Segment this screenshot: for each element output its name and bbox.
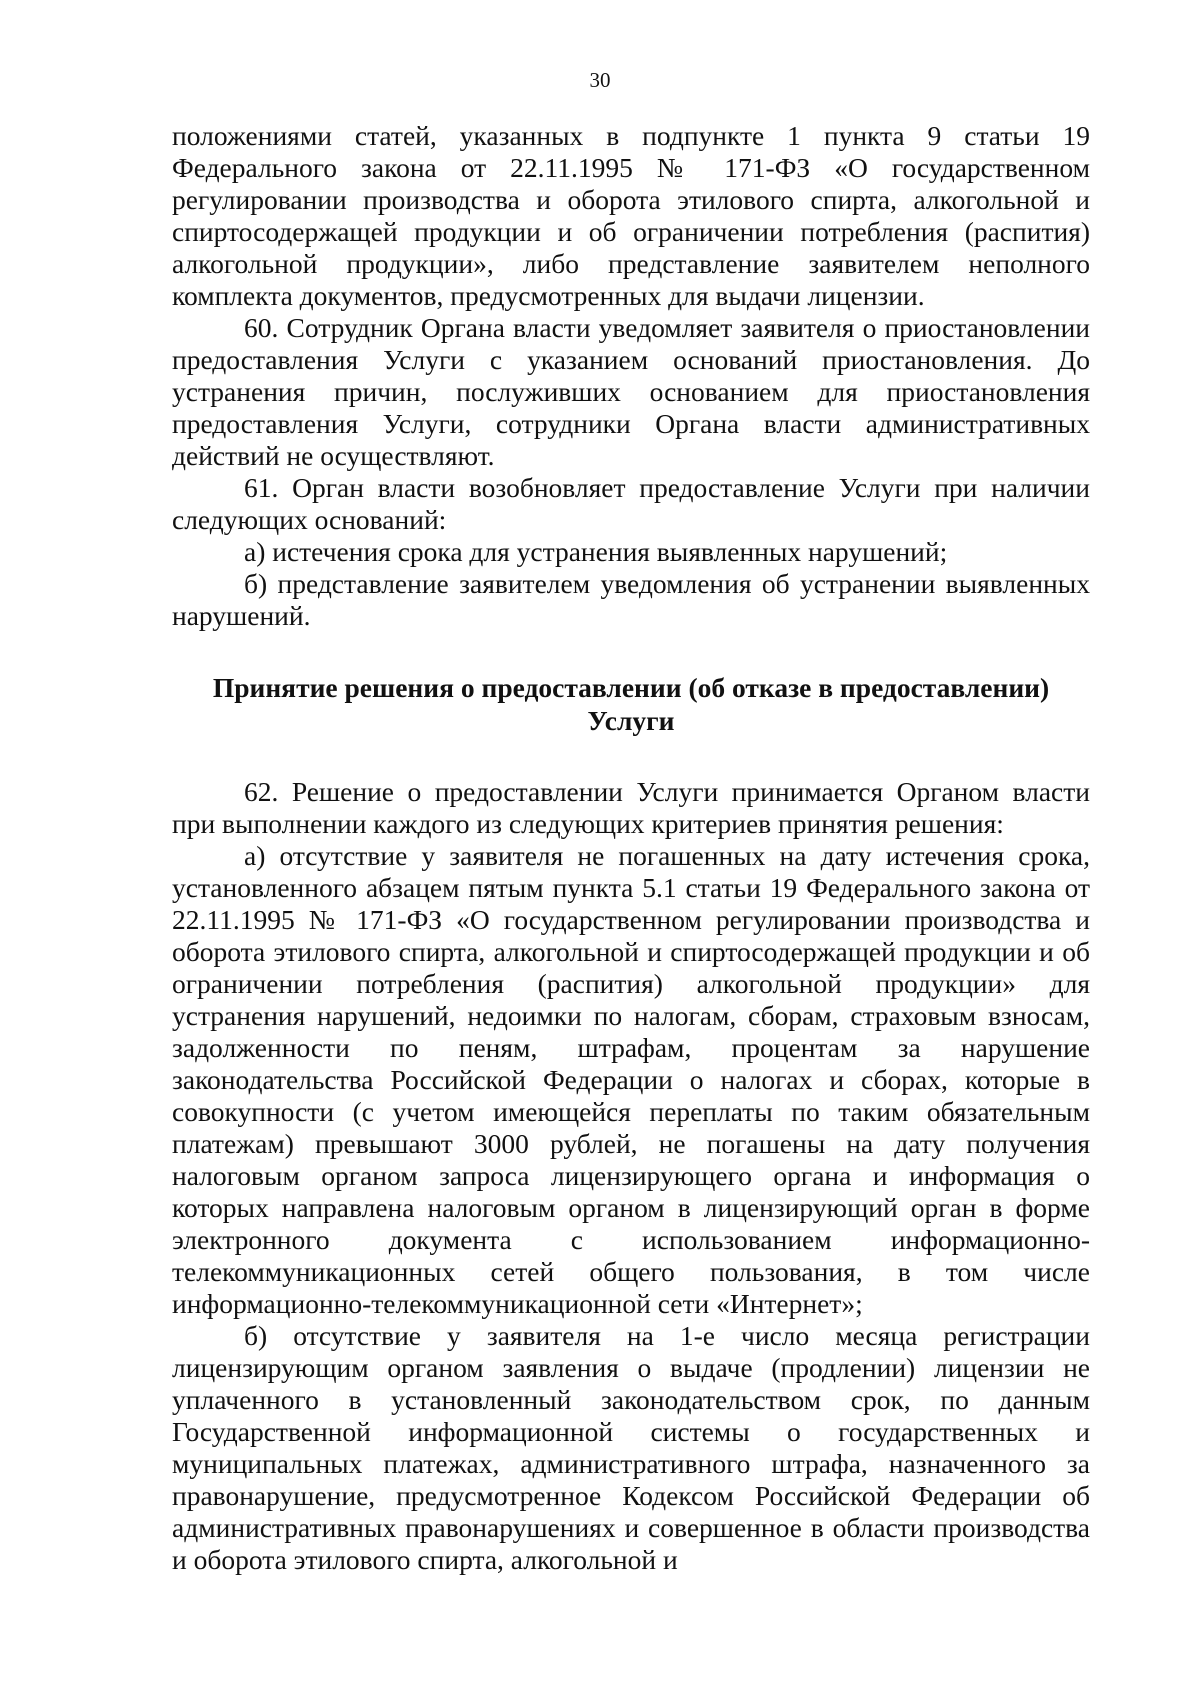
paragraph-61-b: б) представление заявителем уведомления об устранении выявленных нарушений. xyxy=(172,568,1090,631)
paragraph-61: 61. Орган власти возобновляет предоставление Услуги при наличии следующих оснований: xyxy=(172,472,1090,535)
paragraph-continuation: положениями статей, указанных в подпункте 1 пункта 9 статьи 19 Федерального закона от 22.11.1995 № 171-ФЗ «О государственном регулировании производства и оборота этилового спирта, алкогольной и спиртосодержащей продукции и об ограничении потребления (распития) алкогольной продукции», либо представление заявителем неполного комплекта документов, предусмотренных для выдачи лицензии. xyxy=(172,120,1090,311)
paragraph-62-b: б) отсутствие у заявителя на 1-е число месяца регистрации лицензирующим органом заявления о выдаче (продлении) лицензии не уплаченного в установленный законодательством срок, по данным Государственной информационной системы о государственных и муниципальных платежах, административного штрафа, назначенного за правонарушение, предусмотренное Кодексом Российской Федерации об административных правонарушениях и совершенное в области производства и оборота этилового спирта, алкогольной и xyxy=(172,1320,1090,1575)
paragraph-62-a: а) отсутствие у заявителя не погашенных на дату истечения срока, установленного абзацем пятым пункта 5.1 статьи 19 Федерального закона от 22.11.1995 № 171-ФЗ «О государственном регулировании производства и оборота этилового спирта, алкогольной и спиртосодержащей продукции и об ограничении потребления (распития) алкогольной продукции» для устранения нарушений, недоимки по налогам, сборам, страховым взносам, задолженности по пеням, штрафам, процентам за нарушение законодательства Российской Федерации о налогах и сборах, которые в совокупности (с учетом имеющейся переплаты по таким обязательным платежам) превышают 3000 рублей, не погашены на дату получения налоговым органом запроса лицензирующего органа и информация о которых направлена налоговым органом в лицензирующий орган в форме электронного документа с использованием информационно-телекоммуникационных сетей общего пользования, в том числе информационно-телекоммуникационной сети «Интернет»; xyxy=(172,840,1090,1319)
paragraph-62: 62. Решение о предоставлении Услуги принимается Органом власти при выполнении каждого из следующих критериев принятия решения: xyxy=(172,776,1090,839)
paragraph-60: 60. Сотрудник Органа власти уведомляет заявителя о приостановлении предоставления Услуги с указанием оснований приостановления. До устранения причин, послуживших основанием для приостановления предоставления Услуги, сотрудники Органа власти административных действий не осуществляют. xyxy=(172,312,1090,471)
section-heading-line2: Услуги xyxy=(587,705,675,736)
paragraph-61-a: а) истечения срока для устранения выявленных нарушений; xyxy=(244,536,948,567)
page-number: 30 xyxy=(589,68,611,92)
document-body xyxy=(172,120,1090,1576)
section-heading-line1: Принятие решения о предоставлении (об отказе в предоставлении) xyxy=(212,672,1050,703)
section-heading xyxy=(172,671,1090,737)
